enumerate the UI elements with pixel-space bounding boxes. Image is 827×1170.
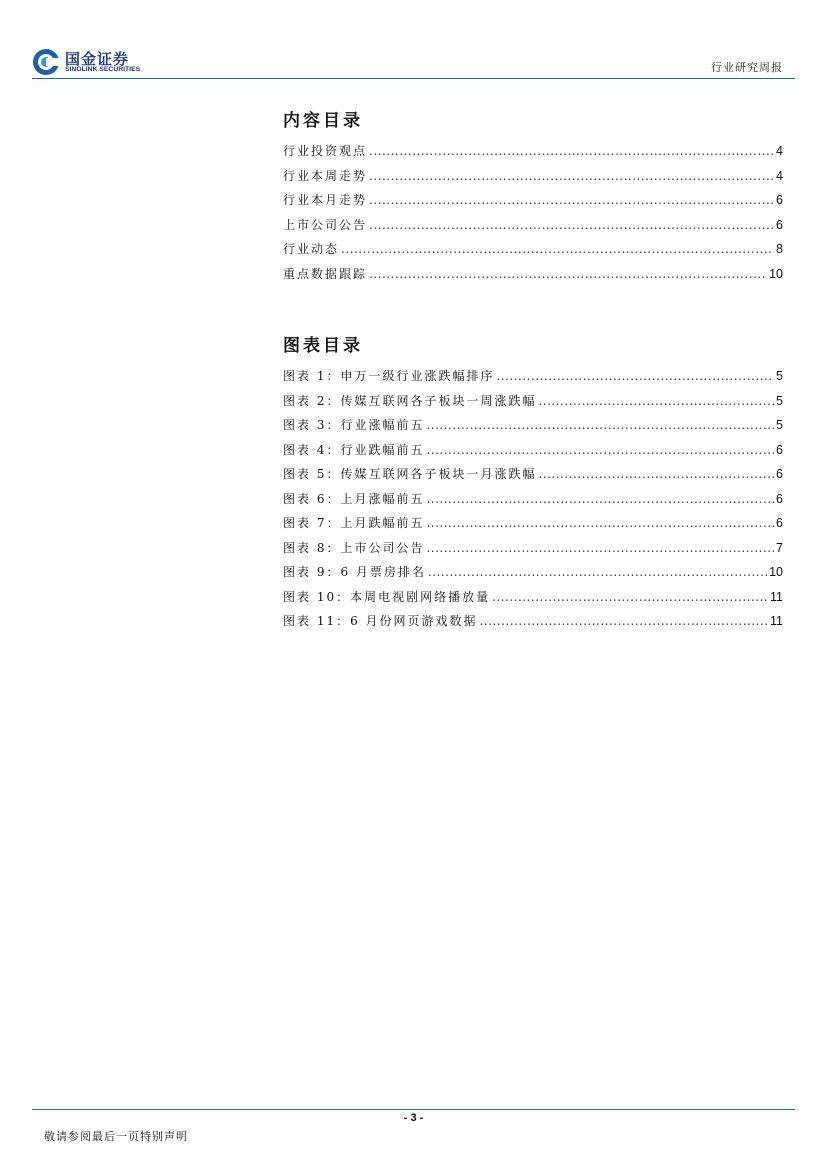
contents-entry-leader: [369, 218, 774, 232]
figure-entry-page: 5: [776, 418, 783, 432]
contents-entry[interactable]: [283, 265, 783, 290]
figure-entry-leader: [496, 369, 774, 383]
contents-toc: [283, 108, 783, 289]
contents-entry[interactable]: [283, 142, 783, 167]
figure-entry[interactable]: [283, 367, 783, 392]
figure-entry-label: 图表 6：上月涨幅前五: [283, 491, 425, 506]
logo-chinese-name: 国金证券: [65, 50, 130, 68]
contents-entry-page: 6: [776, 193, 783, 207]
contents-entry-page: 4: [776, 168, 783, 183]
figure-entry-page: 7: [776, 540, 783, 555]
figure-entry[interactable]: [283, 563, 783, 588]
contents-entry[interactable]: [283, 167, 783, 192]
figure-entry-label: 图表 4：行业跌幅前五: [283, 442, 425, 457]
figure-entry[interactable]: [283, 612, 783, 637]
contents-entry[interactable]: [283, 191, 783, 216]
figure-entry[interactable]: [283, 416, 783, 441]
figure-entry-page: 6: [776, 516, 783, 530]
figure-entry[interactable]: [283, 514, 783, 539]
figure-entry-label: 图表 2：传媒互联网各子板块一周涨跌幅: [283, 393, 537, 408]
figure-entry-leader: [426, 492, 774, 506]
figure-entry-leader: [426, 541, 774, 555]
contents-title: 内容目录: [283, 111, 363, 131]
figure-entry[interactable]: [283, 465, 783, 490]
figure-entry-label: 图表 3：行业涨幅前五: [283, 418, 425, 432]
contents-entry-label: 行业本周走势: [283, 168, 368, 183]
figures-toc: [283, 333, 783, 637]
figure-entry-leader: [480, 614, 768, 628]
figure-entry-page: 10: [769, 565, 783, 579]
figures-title: 图表目录: [283, 336, 363, 356]
figures-list: [283, 367, 783, 637]
footer-divider: [32, 1109, 795, 1110]
figure-entry-leader: [426, 516, 774, 530]
figure-entry-label: 图表 7：上月跌幅前五: [283, 516, 425, 530]
contents-entry[interactable]: [283, 240, 783, 265]
figure-entry-label: 图表 10：本周电视剧网络播放量: [283, 589, 491, 604]
figure-entry-leader: [492, 590, 768, 604]
figure-entry-page: 11: [770, 614, 783, 628]
logo-mark-icon: [32, 48, 60, 76]
figure-entry-label: 图表 11：6 月份网页游戏数据: [283, 614, 478, 628]
figure-entry-leader: [538, 467, 774, 481]
report-type: 行业研究周报: [711, 61, 783, 74]
figure-entry-leader: [538, 394, 774, 408]
figure-entry[interactable]: [283, 490, 783, 515]
figure-entry-page: 6: [776, 467, 783, 481]
contents-entry-leader: [369, 169, 774, 183]
contents-entry[interactable]: [283, 216, 783, 241]
figure-entry-page: 6: [776, 442, 783, 457]
contents-entry-page: 10: [769, 266, 783, 281]
contents-entry-page: 4: [776, 144, 783, 158]
figure-entry-leader: [426, 418, 774, 432]
page-number: - 3 -: [403, 1112, 424, 1124]
figure-entry-label: 图表 8：上市公司公告: [283, 540, 425, 555]
logo-english-name: SINOLINK SECURITIES: [65, 66, 141, 73]
figure-entry[interactable]: [283, 588, 783, 613]
contents-entry-leader: [369, 144, 774, 158]
contents-entry-label: 行业本月走势: [283, 193, 368, 207]
figure-entry[interactable]: [283, 539, 783, 564]
contents-entry-label: 行业投资观点: [283, 144, 368, 158]
footer-disclaimer: 敬请参阅最后一页特别声明: [44, 1130, 188, 1143]
figure-entry[interactable]: [283, 392, 783, 417]
figure-entry-leader: [428, 565, 767, 579]
figure-entry-label: 图表 1：申万一级行业涨跌幅排序: [283, 369, 495, 383]
figure-entry-label: 图表 9：6 月票房排名: [283, 565, 426, 579]
contents-entry-leader: [369, 267, 767, 281]
contents-entry-label: 上市公司公告: [283, 217, 368, 232]
figure-entry[interactable]: [283, 441, 783, 466]
figure-entry-page: 6: [776, 491, 783, 506]
figure-entry-page: 5: [776, 393, 783, 408]
contents-entry-page: 8: [776, 242, 783, 256]
contents-list: [283, 142, 783, 289]
header-divider: [32, 78, 795, 79]
contents-entry-label: 行业动态: [283, 242, 340, 256]
company-logo: [32, 46, 162, 78]
page-header: [0, 0, 827, 80]
figure-entry-page: 11: [770, 589, 783, 604]
figure-entry-label: 图表 5：传媒互联网各子板块一月涨跌幅: [283, 467, 537, 481]
contents-entry-label: 重点数据跟踪: [283, 266, 368, 281]
figure-entry-leader: [426, 443, 774, 457]
contents-entry-leader: [369, 193, 774, 207]
contents-entry-leader: [341, 242, 774, 256]
figure-entry-page: 5: [776, 369, 783, 383]
contents-entry-page: 6: [776, 217, 783, 232]
